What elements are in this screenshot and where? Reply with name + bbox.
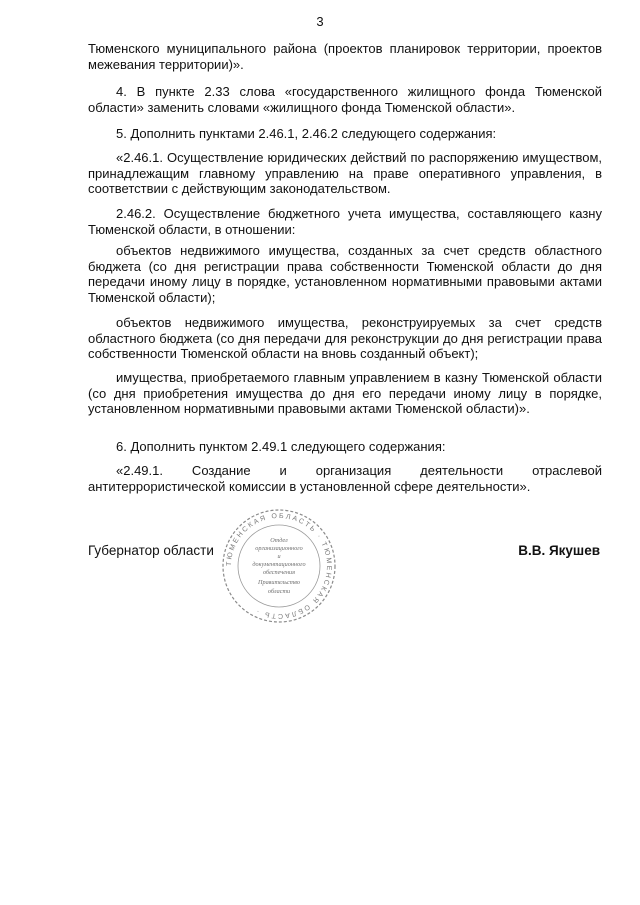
- svg-text:и: и: [277, 553, 281, 560]
- svg-text:документационного: документационного: [252, 561, 306, 568]
- paragraph-item-4: 4. В пункте 2.33 слова «государственного жилищного фонда Тюменской области» заменить словами «жилищного фонда Тюменской области».: [88, 84, 602, 115]
- svg-text:Отдел: Отдел: [270, 537, 288, 544]
- paragraph-continuation: Тюменского муниципального района (проектов планировок территории, проектов межевания территории)».: [88, 41, 602, 72]
- signature-name: В.В. Якушев: [518, 543, 600, 558]
- svg-text:области: области: [267, 588, 291, 595]
- paragraph-2-49-1: «2.49.1. Создание и организация деятельности отраслевой антитеррористической комиссии в установленной сфере деятельности».: [88, 463, 602, 494]
- official-seal: [220, 507, 338, 625]
- paragraph-2-46-2: 2.46.2. Осуществление бюджетного учета имущества, составляющего казну Тюменской области, в отношении:: [88, 206, 602, 237]
- svg-text:Правительство: Правительство: [258, 579, 300, 586]
- svg-text:обеспечения: обеспечения: [262, 569, 296, 576]
- paragraph-2-46-1: «2.46.1. Осуществление юридических действий по распоряжению имуществом, принадлежащим главному управлению на праве оперативного управления, в соответствии с действующим законодательством.: [88, 150, 602, 197]
- paragraph-item-6: 6. Дополнить пунктом 2.49.1 следующего содержания:: [116, 439, 446, 454]
- paragraph-built-objects: объектов недвижимого имущества, созданных за счет средств областного бюджета (со дня регистрации права собственности Тюменской области до дня передачи иному лицу в порядке, установленном нормативными правовыми актами Тюменской области);: [88, 243, 602, 305]
- body-text: [88, 41, 602, 72]
- paragraph-acquired-property: имущества, приобретаемого главным управлением в казну Тюменской области (со дня приобретения имущества до дня его передачи иному лицу в порядке, установленном нормативными правовыми актами Тюменской области)».: [88, 370, 602, 417]
- paragraph-reconstructed-objects: объектов недвижимого имущества, реконструируемых за счет средств областного бюджета (со дня передачи для реконструкции до дня регистрации права собственности Тюменской области на вновь созданный объект);: [88, 315, 602, 362]
- svg-text:организационного: организационного: [255, 545, 303, 552]
- paragraph-item-5: 5. Дополнить пунктами 2.46.1, 2.46.2 следующего содержания:: [116, 126, 497, 141]
- svg-text:ТЮМЕНСКАЯ ОБЛАСТЬ · ТЮМЕНСКАЯ: ТЮМЕНСКАЯ ОБЛАСТЬ · ТЮМЕНСКАЯ ОБЛАСТЬ ·: [225, 512, 333, 620]
- signature-position: Губернатор области: [88, 543, 214, 558]
- page-number: 3: [316, 14, 324, 29]
